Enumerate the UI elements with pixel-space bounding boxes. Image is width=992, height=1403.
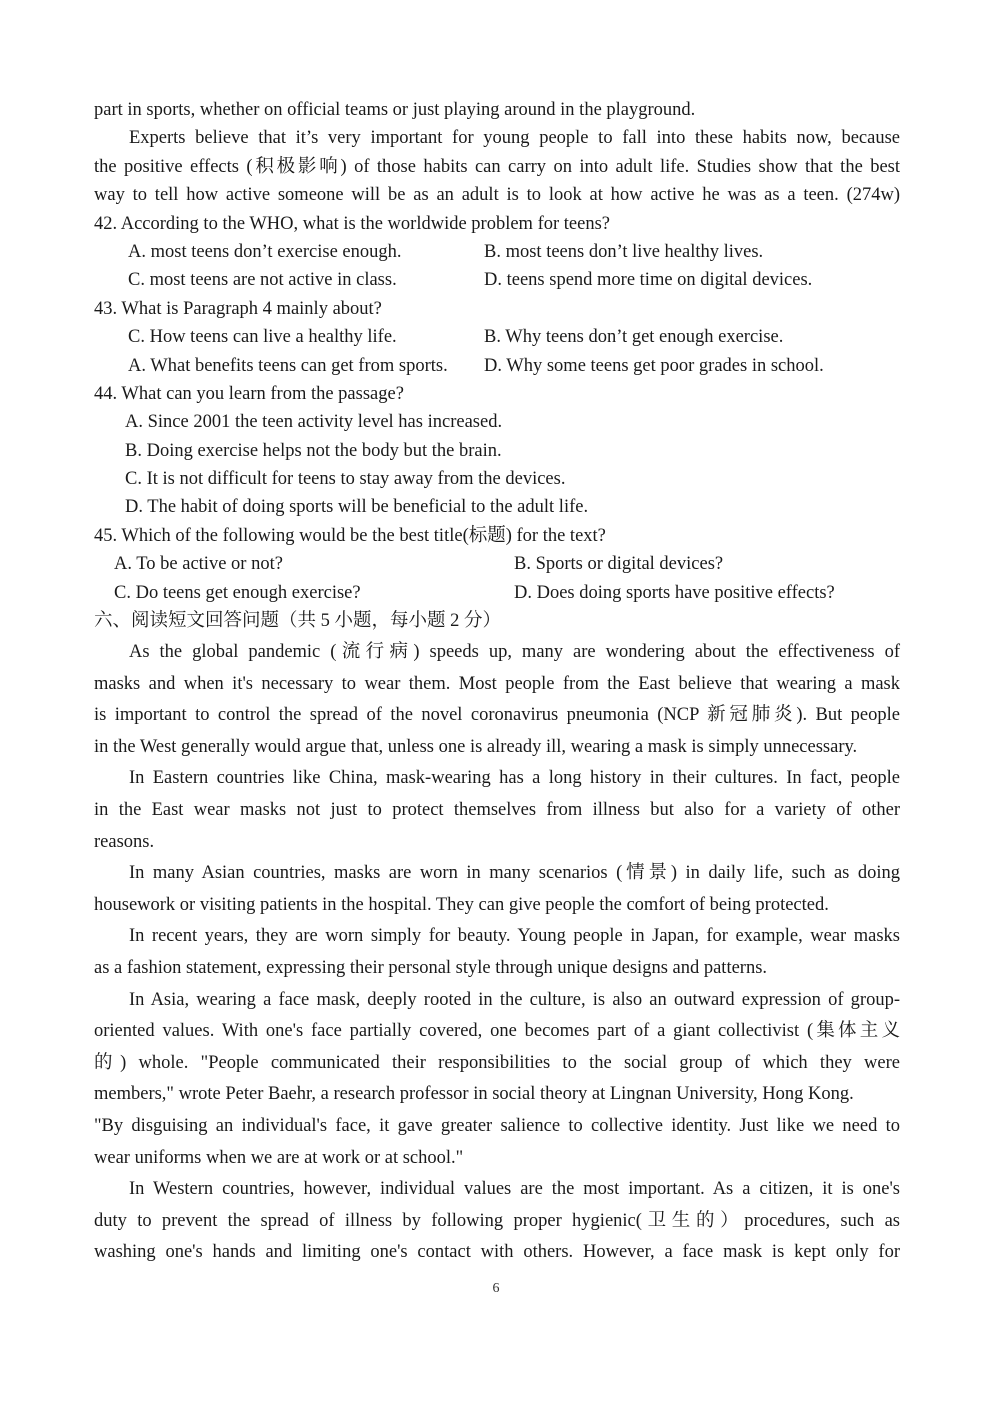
option-c: C. most teens are not active in class. <box>128 270 397 291</box>
question-44 <box>94 380 900 522</box>
option-row <box>94 266 900 294</box>
passage-line: In Western countries, however, individual values are the most important. As a citizen, it is one's <box>129 1179 900 1200</box>
option-a: A. most teens don’t exercise enough. <box>128 241 402 262</box>
option-b: B. most teens don’t live healthy lives. <box>484 241 764 262</box>
option-d: D. The habit of doing sports will be beneficial to the adult life. <box>125 497 589 518</box>
option-c: C. How teens can live a healthy life. <box>128 327 397 348</box>
option-c: C. It is not difficult for teens to stay away from the devices. <box>125 469 566 490</box>
passage-line: wear uniforms when we are at work or at school." <box>94 1147 464 1168</box>
passage-line: washing one's hands and limiting one's contact with others. However, a face mask is kept only for <box>94 1242 900 1263</box>
option-b: B. Doing exercise helps not the body but the brain. <box>125 440 502 461</box>
question-43 <box>94 295 900 380</box>
passage-line: part in sports, whether on official teams or just playing around in the playground. <box>94 100 696 120</box>
top-passage-and-questions <box>94 96 900 635</box>
passage-line: members," wrote Peter Baehr, a research professor in social theory at Lingnan University, Hong Kong. <box>94 1084 854 1105</box>
question-45 <box>94 522 900 607</box>
passage-line: reasons. <box>94 831 155 852</box>
option-row <box>94 238 900 266</box>
section-heading: 六、阅读短文回答问题（共 5 小题，每小题 2 分） <box>94 611 502 632</box>
option-row <box>94 579 900 607</box>
option-a: A. What benefits teens can get from sports. <box>128 355 448 376</box>
option-row <box>94 352 900 380</box>
passage-line: the positive effects (积极影响) of those habits can carry on into adult life. Studies show that the best <box>94 156 900 177</box>
option-d: D. teens spend more time on digital devices. <box>484 270 813 291</box>
option-d: D. Does doing sports have positive effects? <box>514 582 835 603</box>
section-6-passage <box>94 637 900 1269</box>
option-b: B. Why teens don’t get enough exercise. <box>484 327 784 348</box>
option-row <box>94 323 900 351</box>
passage-line: Experts believe that it’s very important for young people to fall into these habits now, because <box>129 128 900 149</box>
passage-line: housework or visiting patients in the hospital. They can give people the comfort of being protected. <box>94 894 829 915</box>
passage-line: masks and when it's necessary to wear them. Most people from the East believe that wearing a mask <box>94 673 900 694</box>
passage-line: way to tell how active someone will be as an adult is to look at how active he was as a teen. (274w) <box>94 185 900 206</box>
question-42 <box>94 210 900 295</box>
page-number: 6 <box>492 1281 500 1296</box>
passage-line: oriented values. With one's face partially covered, one becomes part of a giant collectivist (集体主义 <box>94 1021 900 1042</box>
question-stem: 44. What can you learn from the passage? <box>94 383 404 404</box>
option-c: C. Do teens get enough exercise? <box>114 582 361 603</box>
option-b: B. Sports or digital devices? <box>514 554 724 575</box>
passage-line: In recent years, they are worn simply for beauty. Young people in Japan, for example, wear masks <box>129 926 900 947</box>
question-stem: 42. According to the WHO, what is the worldwide problem for teens? <box>94 213 610 234</box>
option-row <box>94 550 900 578</box>
passage-line: is important to control the spread of the novel coronavirus pneumonia (NCP 新冠肺炎). But people <box>94 705 900 726</box>
option-a: A. To be active or not? <box>114 554 283 575</box>
option-d: D. Why some teens get poor grades in school. <box>484 355 824 376</box>
passage-line: In Asia, wearing a face mask, deeply rooted in the culture, is also an outward expression of group- <box>129 989 900 1010</box>
passage-line: as a fashion statement, expressing their personal style through unique designs and patterns. <box>94 957 768 978</box>
passage-line: "By disguising an individual's face, it gave greater salience to collective identity. Just like we need to <box>94 1115 900 1136</box>
passage-line: in the West generally would argue that, unless one is already ill, wearing a mask is simply unnecessary. <box>94 736 858 757</box>
question-stem: 43. What is Paragraph 4 mainly about? <box>94 298 382 319</box>
passage-line: 的) whole. "People communicated their responsibilities to the social group of which they were <box>94 1052 900 1073</box>
option-a: A. Since 2001 the teen activity level has increased. <box>125 412 503 433</box>
passage-line: in the East wear masks not just to protect themselves from illness but also for a variety of other <box>94 799 900 820</box>
passage-line: duty to prevent the spread of illness by following proper hygienic(卫生的）procedures, such as <box>94 1210 900 1231</box>
question-stem: 45. Which of the following would be the best title(标题) for the text? <box>94 525 606 546</box>
passage-line: In Eastern countries like China, mask-wearing has a long history in their cultures. In fact, people <box>129 768 900 789</box>
passage-line: As the global pandemic (流行病) speeds up, many are wondering about the effectiveness of <box>129 642 900 662</box>
passage-line: In many Asian countries, masks are worn in many scenarios (情景) in daily life, such as doing <box>129 863 900 884</box>
